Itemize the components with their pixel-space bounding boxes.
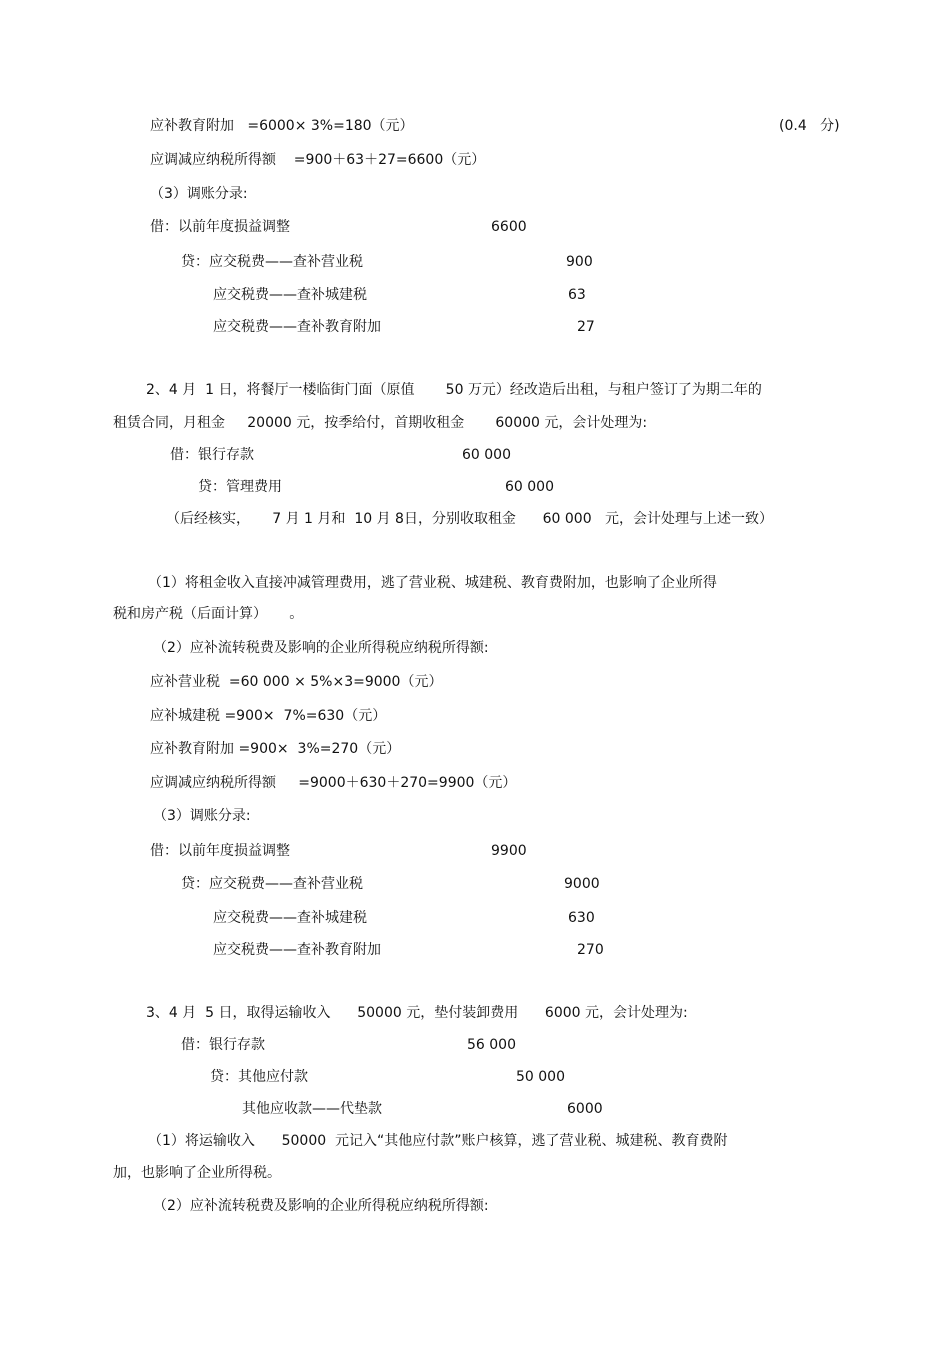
section-heading: （3）调账分录: [150, 186, 248, 202]
entry-amount: 6600 [491, 219, 527, 235]
paragraph-line: 租赁合同，月租金 20000 元，按季给付，首期收租金 60000 元，会计处理为: [113, 415, 648, 431]
entry-amount: 27 [577, 319, 595, 335]
section-heading: （3）调账分录: [153, 808, 251, 824]
entry-debit-account: 借：以前年度损益调整 [150, 843, 290, 859]
entry-credit-account: 应交税费——查补城建税 [213, 287, 367, 303]
entry-credit-account: 贷：应交税费——查补营业税 [181, 876, 363, 892]
text-line: 应补教育附加 =6000× 3%=180（元） [150, 118, 414, 134]
entry-credit-account: 贷：管理费用 [198, 479, 282, 495]
entry-debit-account: 借：以前年度损益调整 [150, 219, 290, 235]
paragraph-line: 税和房产税（后面计算） 。 [113, 606, 304, 622]
entry-credit-account: 应交税费——查补教育附加 [213, 942, 381, 958]
entry-credit-account: 应交税费——查补城建税 [213, 910, 367, 926]
entry-amount: 630 [568, 910, 595, 926]
text-line: 应补营业税 =60 000 × 5%×3=9000（元） [150, 674, 443, 690]
entry-amount: 63 [568, 287, 586, 303]
entry-credit-account: 应交税费——查补教育附加 [213, 319, 381, 335]
text-line: 应调减应纳税所得额 =9000＋630＋270=9900（元） [150, 775, 517, 791]
entry-amount: 60 000 [462, 447, 511, 463]
entry-credit-account: 贷：应交税费——查补营业税 [181, 254, 363, 270]
section-heading: （2）应补流转税费及影响的企业所得税应纳税所得额: [153, 640, 489, 656]
entry-credit-account: 贷：其他应付款 [210, 1069, 308, 1085]
entry-amount: 56 000 [467, 1037, 516, 1053]
entry-debit-account: 借：银行存款 [181, 1037, 265, 1053]
text-line: 应补城建税 =900× 7%=630（元） [150, 708, 387, 724]
text-line: （后经核实， 7 月 1 月和 10 月 8日，分别收取租金 60 000 元，会计处理与上述一致） [166, 511, 773, 527]
entry-amount: 900 [566, 254, 593, 270]
paragraph-line: 2、4 月 1 日，将餐厅一楼临街门面（原值 50 万元）经改造后出租，与租户签订了为期二年的 [146, 382, 762, 398]
entry-amount: 6000 [567, 1101, 603, 1117]
paragraph-line: （1）将租金收入直接冲减管理费用，逃了营业税、城建税、教育费附加，也影响了企业所得 [148, 575, 717, 591]
score-note: (0.4 分) [779, 118, 840, 134]
entry-debit-account: 借：银行存款 [170, 447, 254, 463]
entry-credit-account: 其他应收款——代垫款 [242, 1101, 382, 1117]
entry-amount: 9900 [491, 843, 527, 859]
section-heading: （2）应补流转税费及影响的企业所得税应纳税所得额: [153, 1198, 489, 1214]
entry-amount: 50 000 [516, 1069, 565, 1085]
entry-amount: 60 000 [505, 479, 554, 495]
paragraph-line: 3、4 月 5 日，取得运输收入 50000 元，垫付装卸费用 6000 元，会计处理为: [146, 1005, 688, 1021]
entry-amount: 270 [577, 942, 604, 958]
paragraph-line: 加，也影响了企业所得税。 [113, 1165, 281, 1181]
paragraph-line: （1）将运输收入 50000 元记入“其他应付款”账户核算，逃了营业税、城建税、教育费附 [148, 1133, 728, 1149]
entry-amount: 9000 [564, 876, 600, 892]
text-line: 应调减应纳税所得额 =900＋63＋27=6600（元） [150, 152, 486, 168]
text-line: 应补教育附加 =900× 3%=270（元） [150, 741, 401, 757]
